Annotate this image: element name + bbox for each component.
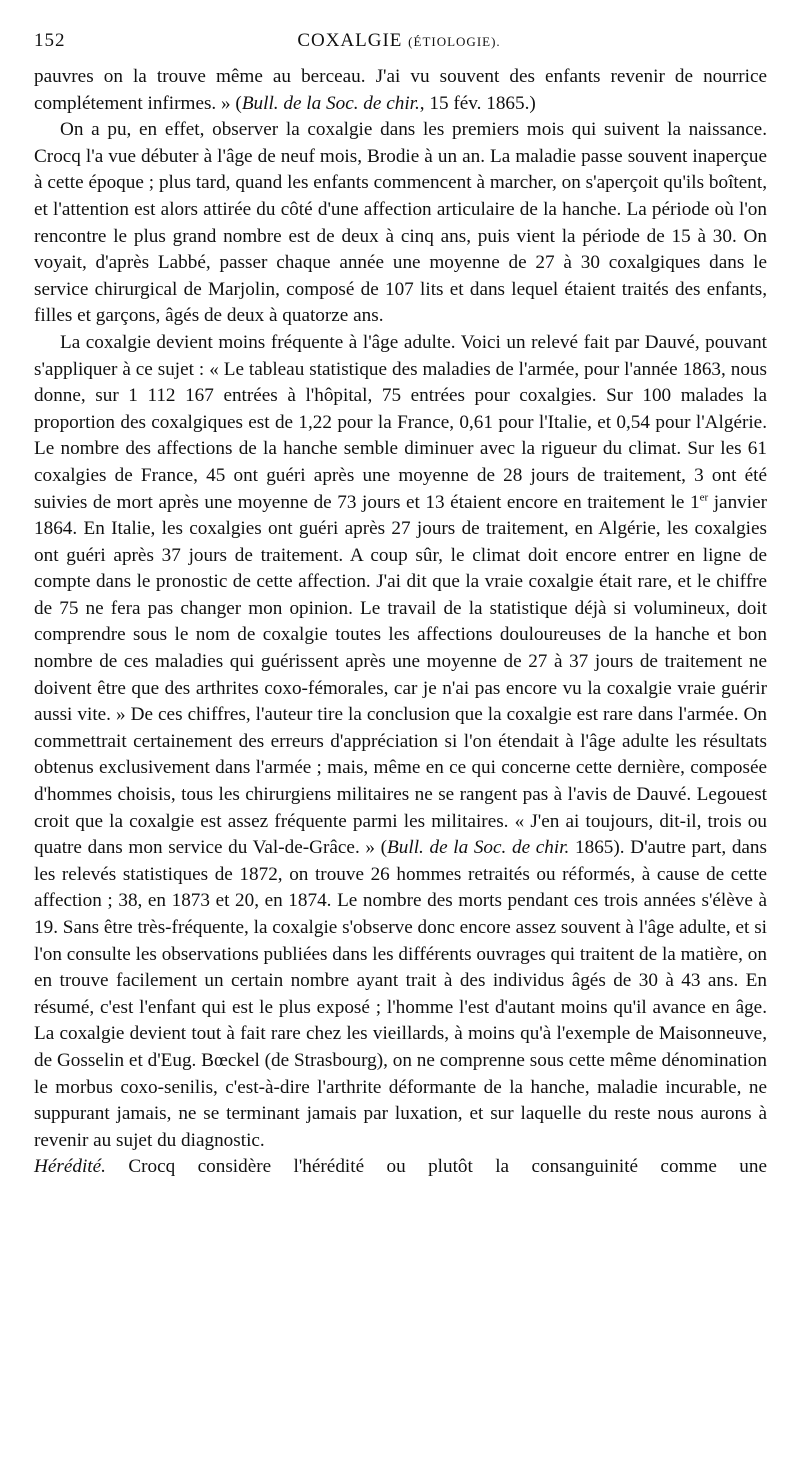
paragraph-text: janvier 1864. En Italie, les coxalgies ont guéri après 27 jours de traitement, en Algérie, les coxalgies ont guéri après 37 jours de traitement. A coup sûr, le climat doit encore entrer en ligne de compte dans le pronostic de cette affection. J'ai dit que la vraie coxalgie était rare, et le chiffre de 75 ne fera pas changer mon opinion. Le travail de la statistique déjà si volumineux, doit comprendre sous le nom de coxalgie toutes les affections douloureuses de la hanche et bon nombre de ces maladies qui guérissent après une moyenne de 27 à 37 jours de traitement ne doivent être que des arthrites coxo-fémorales, car je n'ai pas encore vu la coxalgie vraie guérir aussi vite. » De ces chiffres, l'auteur tire la conclusion que la coxalgie est rare dans l'armée. On commettrait certainement des erreurs d'appréciation si l'on étendait à l'âge adulte les résultats obtenus exclusivement dans l'armée ; mais, même en ce qui concerne cette dernière, composée d'hommes choisis, tous les chirurgiens militaires ne se rangent pas à l'avis de Dauvé. Legouest croit que la coxalgie est assez fréquente parmi les militaires. « J'en ai toujours, dit-il, trois ou quatre dans mon service du Val-de-Grâce. » ( [34,491,767,859]
chapter-subtitle: (ÉTIOLOGIE). [408,34,501,49]
paragraph-continuation [34,64,767,117]
paragraph [34,330,767,1154]
body-text [34,64,767,1181]
chapter-title: COXALGIE [297,30,403,51]
superscript: er [699,491,709,504]
citation-title: Bull. de la Soc. de chir. [387,837,570,859]
paragraph-text: On a pu, en effet, observer la coxalgie dans les premiers mois qui suivent la naissance. Crocq l'a vue débuter à l'âge de neuf mois, Brodie à un an. La maladie passe souvent inaperçue à cette époque ; plus tard, quand les enfants commencent à marcher, on s'aperçoit qu'ils boîtent, et l'attention est alors attirée du côté d'une affection articulaire de la hanche. La période où l'on rencontre le plus grand nombre est de deux à cinq ans, puis vient la période de 15 à 30. On voyait, d'après Labbé, passer chaque année une moyenne de 27 à 30 coxalgiques dans le service chirurgical de Marjolin, composé de 107 lits et dans lequel étaient traités des enfants, filles et garçons, âgés de deux à quatorze ans. [34,119,767,327]
paragraph [34,1154,767,1181]
citation-title: Bull. de la Soc. de chir. [241,92,420,114]
paragraph-text: Crocq considère l'hérédité ou plutôt la consanguinité comme une [105,1156,767,1178]
paragraph-text: La coxalgie devient moins fréquente à l'âge adulte. Voici un relevé fait par Dauvé, pouvant s'appliquer à ce sujet : « Le tableau statistique des maladies de l'armée, pour l'année 1863, nous donne, sur 1 112 167 entrées à l'hôpital, 75 entrées pour coxalgies. Sur 100 malades la proportion des coxalgiques est de 1,22 pour la France, 0,61 pour l'Italie, et 0,54 pour l'Algérie. Le nombre des affections de la hanche semble diminuer avec la rigueur du climat. Sur les 61 coxalgies de France, 45 ont guéri après une moyenne de 28 jours de traitement, 3 ont été suivies de mort après une moyenne de 73 jours et 13 étaient encore en traitement le 1 [34,331,767,513]
page-number: 152 [34,30,66,51]
section-heading: Hérédité. [34,1156,106,1178]
running-title [34,30,764,52]
paragraph-text: 1865). D'autre part, dans les relevés statistiques de 1872, on trouve 26 hommes retraités ou réformés, à cause de cette affection ; 38, en 1873 et 20, en 1874. Le nombre des morts pendant ces trois années s'élève à 19. Sans être très-fréquente, la coxalgie s'observe donc encore assez souvent à l'âge adulte, et si l'on consulte les observations publiées dans les différents ouvrages qui traitent de la matière, on en trouve facilement un certain nombre ayant trait à des individus âgés de 30 à 43 ans. En résumé, c'est l'enfant qui est le plus exposé ; l'homme l'est d'autant moins qu'il avance en âge. La coxalgie devient tout à fait rare chez les vieillards, à moins qu'à l'exemple de Maisonneuve, de Gosselin et d'Eug. Bœckel (de Strasbourg), on ne comprenne sous cette même dénomination le morbus coxo-senilis, c'est-à-dire l'arthrite déformante de la hanche, maladie incurable, ne suppurant jamais, ne se terminant jamais par luxation, et sur laquelle du reste nous aurons à revenir au sujet du diagnostic. [34,837,767,1151]
running-header [34,28,764,58]
citation-date: , 15 fév. 1865.) [419,92,536,114]
paragraph [34,117,767,330]
paragraph-text: pauvres on la trouve même au berceau. J'ai vu souvent des enfants revenir de nourrice complétement infirmes. » ( [34,66,767,114]
